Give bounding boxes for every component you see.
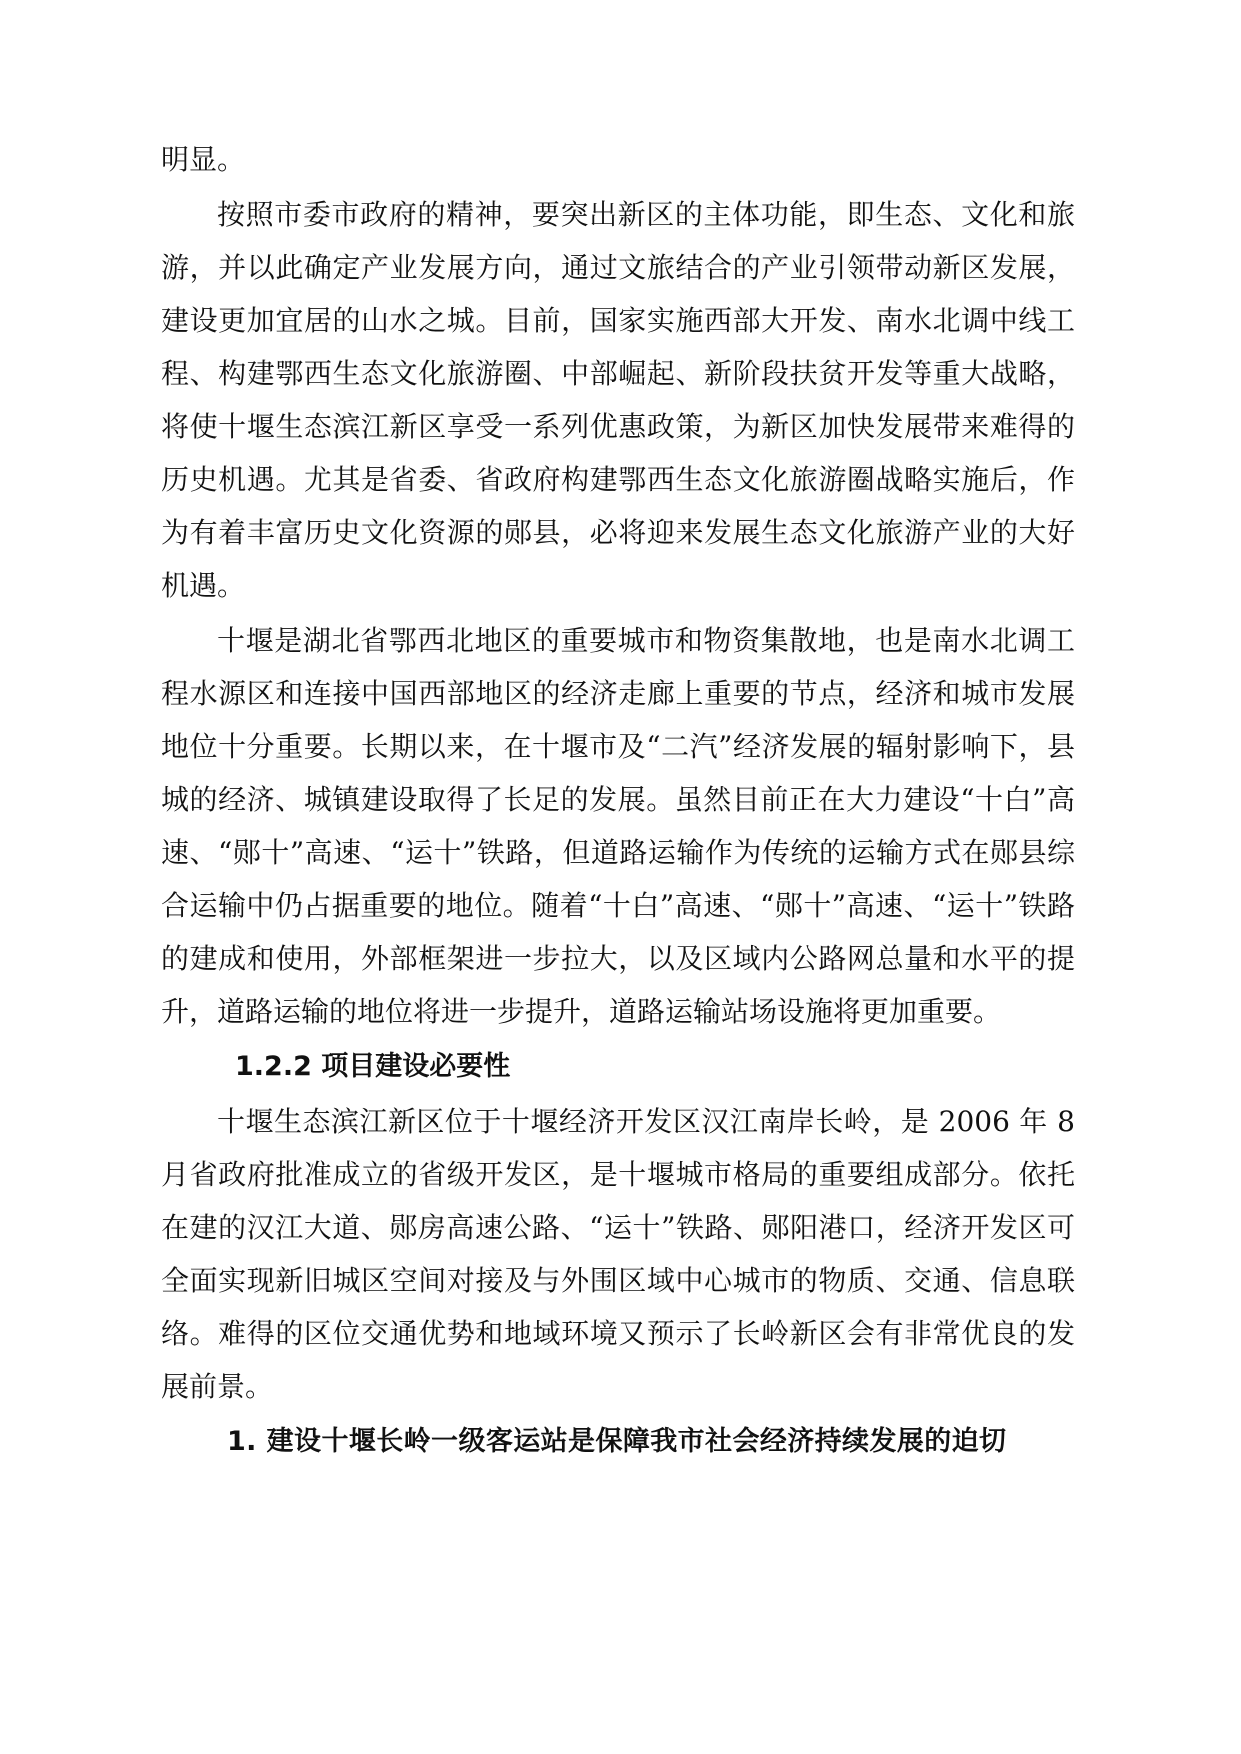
paragraph-continuation: 明显。 [161,143,246,176]
document-page [161,133,1075,1468]
paragraph-necessity: 十堰生态滨江新区位于十堰经济开发区汉江南岸长岭，是 2006 年 8 月省政府批准成立的省级开发区，是十堰城市格局的重要组成部分。依托在建的汉江大道、郧房高速公路、“运十”铁路、郧阳港口，经济开发区可全面实现新旧城区空间对接及与外围区域中心城市的物质、交通、信息联络。难得的区位交通优势和地域环境又预示了长岭新区会有非常优良的发展前景。 [161,1105,1075,1403]
bold-list-item: 1. 建设十堰长岭一级客运站是保障我市社会经济持续发展的迫切 [227,1426,1007,1457]
paragraph-policy: 按照市委市政府的精神，要突出新区的主体功能，即生态、文化和旅游，并以此确定产业发展方向，通过文旅结合的产业引领带动新区发展，建设更加宜居的山水之城。目前，国家实施西部大开发、南水北调中线工程、构建鄂西生态文化旅游圈、中部崛起、新阶段扶贫开发等重大战略，将使十堰生态滨江新区享受一系列优惠政策，为新区加快发展带来难得的历史机遇。尤其是省委、省政府构建鄂西生态文化旅游圈战略实施后，作为有着丰富历史文化资源的郧县，必将迎来发展生态文化旅游产业的大好机遇。 [161,198,1075,602]
section-heading: 1.2.2 项目建设必要性 [235,1051,511,1082]
paragraph-shiyan: 十堰是湖北省鄂西北地区的重要城市和物资集散地，也是南水北调工程水源区和连接中国西部地区的经济走廊上重要的节点，经济和城市发展地位十分重要。长期以来，在十堰市及“二汽”经济发展的辐射影响下，县城的经济、城镇建设取得了长足的发展。虽然目前正在大力建设“十白”高速、“郧十”高速、“运十”铁路，但道路运输作为传统的运输方式在郧县综合运输中仍占据重要的地位。随着“十白”高速、“郧十”高速、“运十”铁路的建成和使用，外部框架进一步拉大，以及区域内公路网总量和水平的提升，道路运输的地位将进一步提升，道路运输站场设施将更加重要。 [161,624,1075,1028]
